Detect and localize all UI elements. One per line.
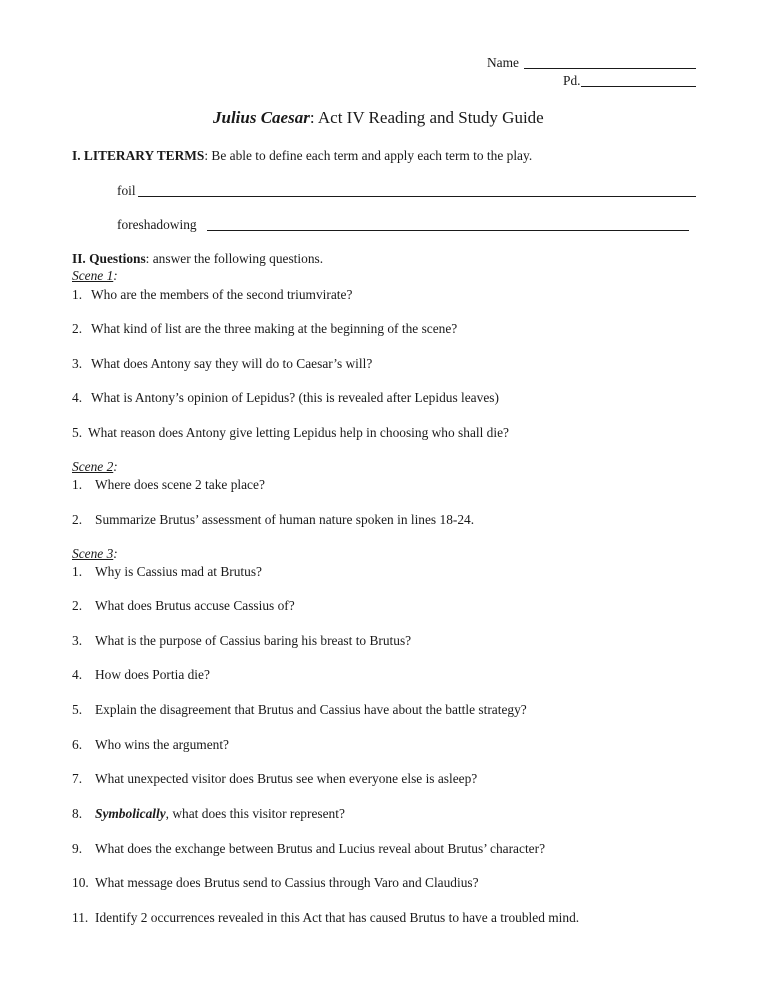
scene2-title: Scene 2: [72, 459, 114, 474]
question-text: Summarize Brutus’ assessment of human nature spoken in lines 18-24.: [95, 512, 475, 527]
question-text: Why is Cassius mad at Brutus?: [95, 564, 262, 579]
question-text: Identify 2 occurrences revealed in this Act that has caused Brutus to have a troubled mind.: [95, 910, 580, 925]
question-text: What does Brutus accuse Cassius of?: [95, 598, 295, 613]
scene1-colon: :: [113, 268, 118, 283]
question-text: What does Antony say they will do to Caesar’s will?: [91, 356, 373, 371]
question-number: 4.: [72, 390, 83, 405]
question-number: 2.: [72, 512, 83, 527]
title-play-name: Julius Caesar: [213, 108, 310, 127]
question-number: 5.: [72, 425, 83, 440]
scene3-label: [72, 547, 118, 560]
period-label: Pd.: [563, 73, 581, 88]
question-text: Who wins the argument?: [95, 737, 229, 752]
question-number: 1.: [72, 477, 83, 492]
list-item: [72, 911, 579, 924]
question-text: What message does Brutus send to Cassius through Varo and Claudius?: [95, 875, 479, 890]
list-item: [72, 842, 545, 855]
question-number: 2.: [72, 598, 83, 613]
foil-answer-line[interactable]: [138, 196, 696, 197]
foreshadowing-answer-line[interactable]: [207, 230, 689, 231]
section2-instruction: : answer the following questions.: [145, 251, 324, 266]
list-item: [72, 478, 265, 491]
question-number: 3.: [72, 356, 83, 371]
list-item: [72, 738, 229, 751]
term-foil: foil: [117, 183, 136, 198]
question-text: What kind of list are the three making at the beginning of the scene?: [91, 321, 458, 336]
term-foreshadowing: foreshadowing: [117, 217, 197, 232]
literary-terms-heading: [72, 149, 532, 162]
scene2-label: [72, 460, 118, 473]
question-number: 11.: [72, 910, 89, 925]
list-item: [72, 876, 479, 889]
question-text: Where does scene 2 take place?: [95, 477, 265, 492]
list-item: [72, 772, 477, 785]
question-text: What is the purpose of Cassius baring his breast to Brutus?: [95, 633, 412, 648]
list-item: [72, 288, 352, 301]
list-item: [72, 513, 474, 526]
question-number: 6.: [72, 737, 83, 752]
question-number: 4.: [72, 667, 83, 682]
question-number: 5.: [72, 702, 83, 717]
section2-heading: II. Questions: [72, 251, 146, 266]
question-number: 2.: [72, 321, 83, 336]
period-field-line[interactable]: [581, 86, 696, 87]
scene3-colon: :: [113, 546, 118, 561]
question-text: What is Antony’s opinion of Lepidus? (this is revealed after Lepidus leaves): [91, 390, 499, 405]
section1-heading: I. LITERARY TERMS: [72, 148, 205, 163]
questions-heading: [72, 252, 323, 265]
question-text: Explain the disagreement that Brutus and Cassius have about the battle strategy?: [95, 702, 527, 717]
scene2-colon: :: [113, 459, 118, 474]
question-number: 8.: [72, 806, 83, 821]
question-emphasis: Symbolically: [95, 806, 166, 821]
question-text: What reason does Antony give letting Lepidus help in choosing who shall die?: [88, 425, 509, 440]
question-number: 1.: [72, 287, 83, 302]
scene3-title: Scene 3: [72, 546, 114, 561]
question-text: How does Portia die?: [95, 667, 210, 682]
question-text: What does the exchange between Brutus and Lucius reveal about Brutus’ character?: [95, 841, 546, 856]
list-item: [72, 426, 509, 439]
list-item: [72, 565, 262, 578]
question-text: , what does this visitor represent?: [165, 806, 345, 821]
question-number: 9.: [72, 841, 83, 856]
scene1-label: [72, 269, 118, 282]
name-field-line[interactable]: [524, 68, 696, 69]
list-item: [72, 703, 527, 716]
question-number: 10.: [72, 875, 89, 890]
list-item: [72, 634, 411, 647]
list-item: [72, 357, 372, 370]
question-number: 1.: [72, 564, 83, 579]
list-item: [72, 322, 457, 335]
list-item: [72, 391, 499, 404]
list-item: [72, 807, 345, 820]
list-item: [72, 668, 210, 681]
section1-instruction: : Be able to define each term and apply each term to the play.: [204, 148, 533, 163]
scene1-title: Scene 1: [72, 268, 114, 283]
list-item: [72, 599, 295, 612]
question-text: What unexpected visitor does Brutus see when everyone else is asleep?: [95, 771, 478, 786]
question-number: 3.: [72, 633, 83, 648]
name-label: Name: [487, 55, 519, 70]
title-rest: : Act IV Reading and Study Guide: [309, 108, 544, 127]
page-title: [213, 109, 544, 126]
question-number: 7.: [72, 771, 83, 786]
question-text: Who are the members of the second triumvirate?: [91, 287, 353, 302]
